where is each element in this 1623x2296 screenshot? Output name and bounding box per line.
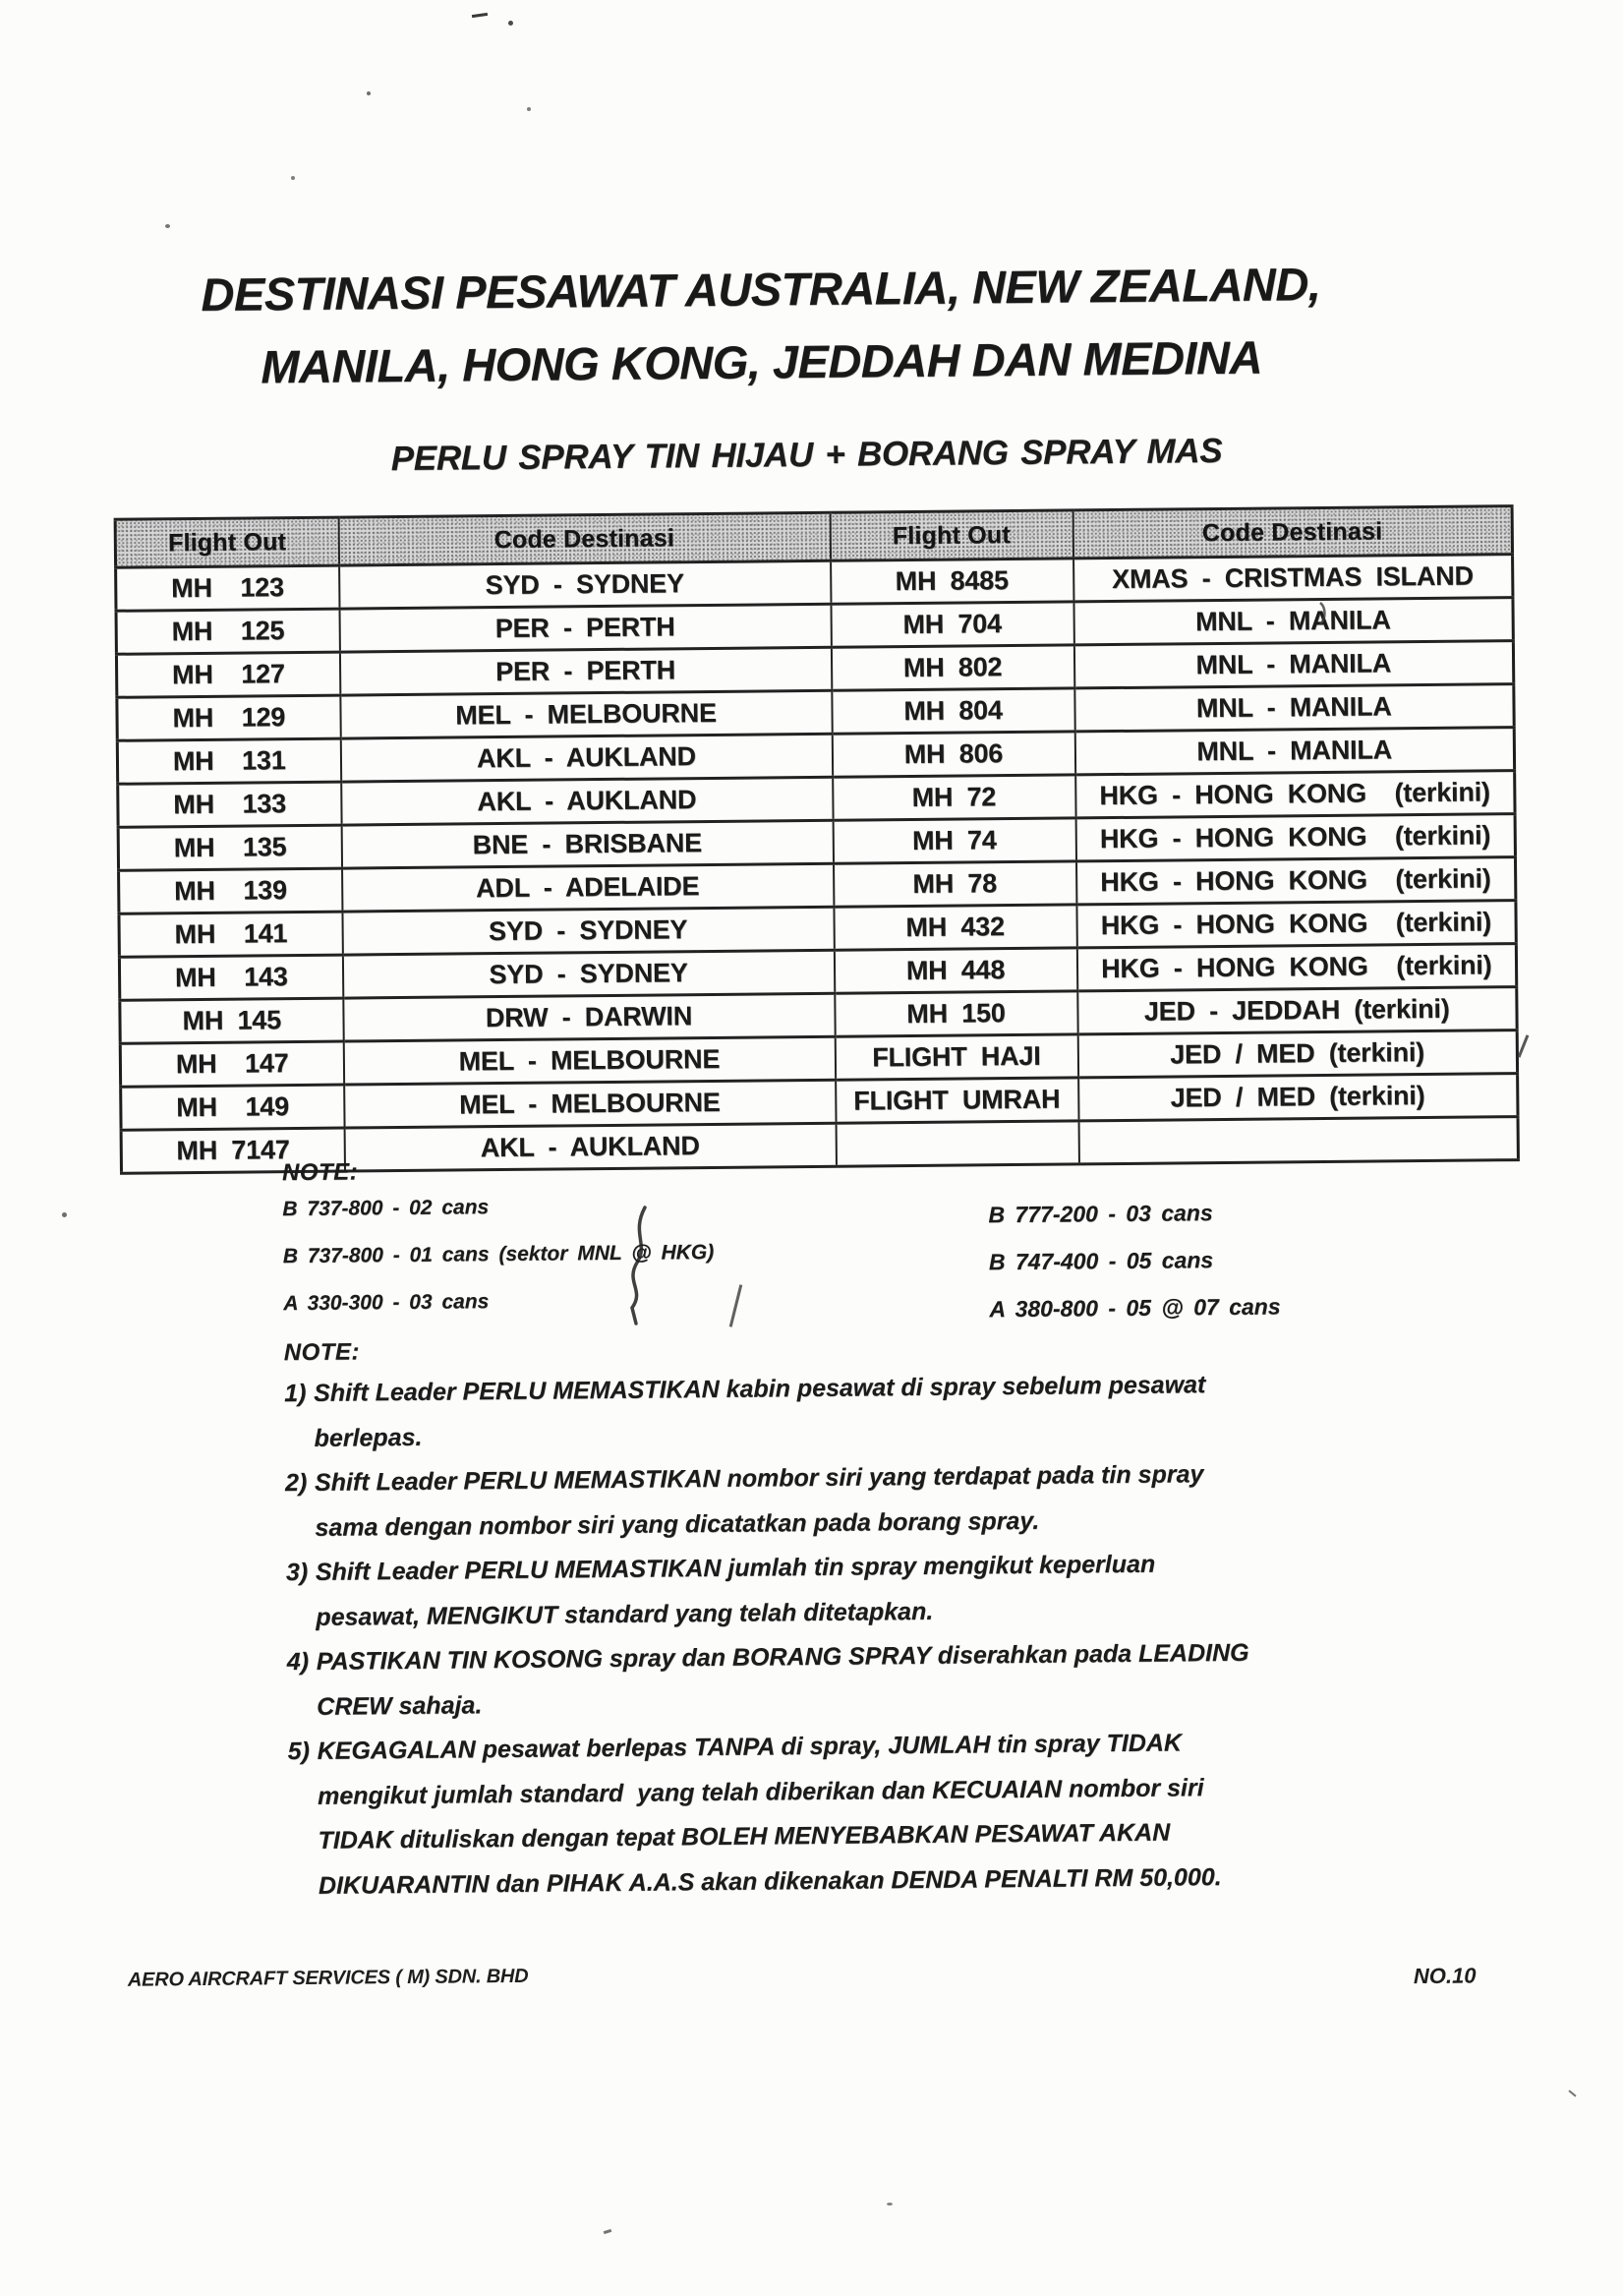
code-destinasi-cell: HKG - HONG KONG (terkini) (1076, 857, 1516, 905)
code-destinasi-cell: MNL - MANILA (1074, 684, 1514, 732)
rule-text: DIKUARANTIN dan PIHAK A.A.S akan dikenakan DENDA PENALTI RM 50,000. (318, 1862, 1222, 1900)
code-destinasi-cell: AKL - AUKLAND (340, 734, 832, 782)
flight-out-cell: MH 432 (834, 905, 1076, 950)
rules-note-label: NOTE: (283, 1338, 361, 1367)
code-destinasi-cell: AKL - AUKLAND (341, 777, 833, 825)
flight-out-cell: MH 7147 (121, 1128, 344, 1173)
code-destinasi-cell: SYD - SYDNEY (339, 560, 831, 609)
flight-out-cell: MH 135 (118, 825, 341, 870)
flight-out-cell: MH 129 (117, 695, 340, 740)
rule-number: 1) (284, 1379, 307, 1408)
flight-out-cell (836, 1121, 1078, 1166)
cans-note-line: B 777-200 - 03 cans (988, 1200, 1213, 1228)
flight-out-cell: MH 145 (120, 998, 343, 1043)
code-destinasi-cell: AKL - AUKLAND (344, 1123, 836, 1171)
flight-out-cell: MH 125 (116, 609, 339, 654)
flight-out-cell: MH 139 (119, 868, 342, 913)
code-destinasi-cell: JED / MED (terkini) (1077, 1030, 1517, 1078)
cans-note-line: A 330-300 - 03 cans (283, 1290, 490, 1316)
code-destinasi-cell: MNL - MANILA (1074, 728, 1514, 775)
code-destinasi-cell: MEL - MELBOURNE (340, 690, 832, 738)
code-destinasi-cell: HKG - HONG KONG (terkini) (1075, 814, 1515, 861)
flight-out-cell: MH 131 (117, 738, 340, 784)
code-destinasi-cell: MNL - MANILA (1073, 641, 1513, 688)
rule-number: 2) (284, 1468, 308, 1498)
code-destinasi-cell: JED - JEDDAH (terkini) (1077, 987, 1517, 1034)
flight-destination-table (114, 504, 1520, 1175)
rule-text: Shift Leader PERLU MEMASTIKAN jumlah tin spray mengikut keperluan (315, 1550, 1156, 1586)
code-destinasi-cell (1078, 1117, 1518, 1164)
flight-out-cell: MH 802 (831, 645, 1073, 690)
code-destinasi-cell: ADL - ADELAIDE (342, 863, 834, 912)
code-destinasi-cell: DRW - DARWIN (343, 993, 835, 1041)
rule-text: Shift Leader PERLU MEMASTIKAN kabin pesawat di spray sebelum pesawat (314, 1371, 1206, 1407)
code-destinasi-cell: BNE - BRISBANE (341, 820, 833, 868)
rule-text: CREW sahaja. (317, 1690, 483, 1721)
cans-note-right-column (988, 1199, 1281, 1343)
code-destinasi-cell: HKG - HONG KONG (terkini) (1076, 901, 1516, 948)
rule-number: 4) (286, 1647, 310, 1677)
rule-text: berlepas. (314, 1423, 423, 1452)
footer-page-number: NO.10 (1413, 1963, 1477, 1989)
page-subtitle: PERLU SPRAY TIN HIJAU + BORANG SPRAY MAS (390, 431, 1223, 479)
column-header: Code Destinasi (1072, 506, 1512, 559)
flight-out-cell: MH 804 (832, 688, 1074, 734)
flight-out-cell: MH 143 (119, 955, 342, 1000)
rule-text: TIDAK dituliskan dengan tepat BOLEH MENYEBABKAN PESAWAT AKAN (318, 1818, 1171, 1854)
flight-out-cell: MH 127 (116, 652, 339, 697)
page-title (0, 246, 1573, 407)
flight-out-cell: MH 147 (120, 1041, 343, 1087)
rule-number: 3) (285, 1558, 309, 1587)
flight-out-cell: FLIGHT UMRAH (836, 1078, 1078, 1123)
code-destinasi-cell: JED / MED (terkini) (1078, 1074, 1518, 1121)
code-destinasi-cell: MEL - MELBOURNE (343, 1036, 835, 1085)
code-destinasi-cell: PER - PERTH (339, 647, 831, 695)
footer-company-name: AERO AIRCRAFT SERVICES ( M) SDN. BHD (127, 1965, 529, 1991)
flight-out-cell: MH 74 (833, 818, 1075, 863)
page-title-line2: MANILA, HONG KONG, JEDDAH DAN MEDINA (261, 331, 1263, 393)
flight-out-cell: MH 141 (119, 912, 342, 957)
code-destinasi-cell: PER - PERTH (339, 604, 831, 652)
rule-text: Shift Leader PERLU MEMASTIKAN nombor siri yang terdapat pada tin spray (314, 1460, 1204, 1497)
flight-out-cell: MH 78 (834, 861, 1076, 907)
code-destinasi-cell: HKG - HONG KONG (terkini) (1076, 944, 1516, 991)
cans-note-line: B 737-800 - 02 cans (282, 1196, 490, 1221)
code-destinasi-cell: SYD - SYDNEY (342, 907, 834, 955)
flight-out-cell: MH 704 (831, 602, 1073, 647)
page-title-line1: DESTINASI PESAWAT AUSTRALIA, NEW ZEALAND, (201, 258, 1321, 322)
rule-text: KEGAGALAN pesawat berlepas TANPA di spray, JUMLAH tin spray TIDAK (317, 1729, 1183, 1765)
rule-number: 5) (287, 1737, 311, 1766)
rules-note-list (284, 1370, 1370, 1917)
rule-text: PASTIKAN TIN KOSONG spray dan BORANG SPRAY diserahkan pada LEADING (316, 1638, 1249, 1676)
code-destinasi-cell: SYD - SYDNEY (342, 950, 834, 998)
flight-out-cell: MH 806 (832, 732, 1074, 777)
rule-text: pesawat, MENGIKUT standard yang telah ditetapkan. (316, 1597, 934, 1631)
column-header: Flight Out (830, 510, 1072, 560)
table-body (116, 555, 1519, 1174)
column-header: Flight Out (115, 517, 338, 567)
flight-out-cell: FLIGHT HAJI (835, 1034, 1077, 1080)
cans-note-left-column (282, 1194, 715, 1339)
code-destinasi-cell: HKG - HONG KONG (terkini) (1075, 771, 1515, 818)
cans-note-line: B 737-800 - 01 cans (sektor MNL @ HKG) (282, 1240, 715, 1268)
rule-text: mengikut jumlah standard yang telah diberikan dan KECUAIAN nombor siri (317, 1773, 1204, 1810)
cans-note-line: A 380-800 - 05 @ 07 cans (989, 1293, 1281, 1323)
code-destinasi-cell: MEL - MELBOURNE (344, 1080, 836, 1128)
flight-out-cell: MH 150 (835, 991, 1077, 1036)
cans-note-line: B 747-400 - 05 cans (988, 1247, 1214, 1275)
cans-note-label: NOTE: (281, 1158, 359, 1187)
flight-out-cell: MH 149 (121, 1085, 344, 1130)
column-header: Code Destinasi (338, 512, 830, 565)
flight-out-cell: MH 8485 (831, 559, 1073, 604)
code-destinasi-cell: MNL - MANILA (1073, 598, 1513, 645)
flight-out-cell: MH 133 (118, 782, 341, 827)
code-destinasi-cell: XMAS - CRISTMAS ISLAND (1073, 555, 1513, 602)
rule-text: sama dengan nombor siri yang dicatatkan pada borang spray. (315, 1506, 1040, 1542)
flight-out-cell: MH 448 (834, 948, 1076, 993)
flight-out-cell: MH 123 (116, 565, 339, 611)
rules-note-line (289, 1861, 1370, 1916)
flight-out-cell: MH 72 (833, 775, 1075, 820)
